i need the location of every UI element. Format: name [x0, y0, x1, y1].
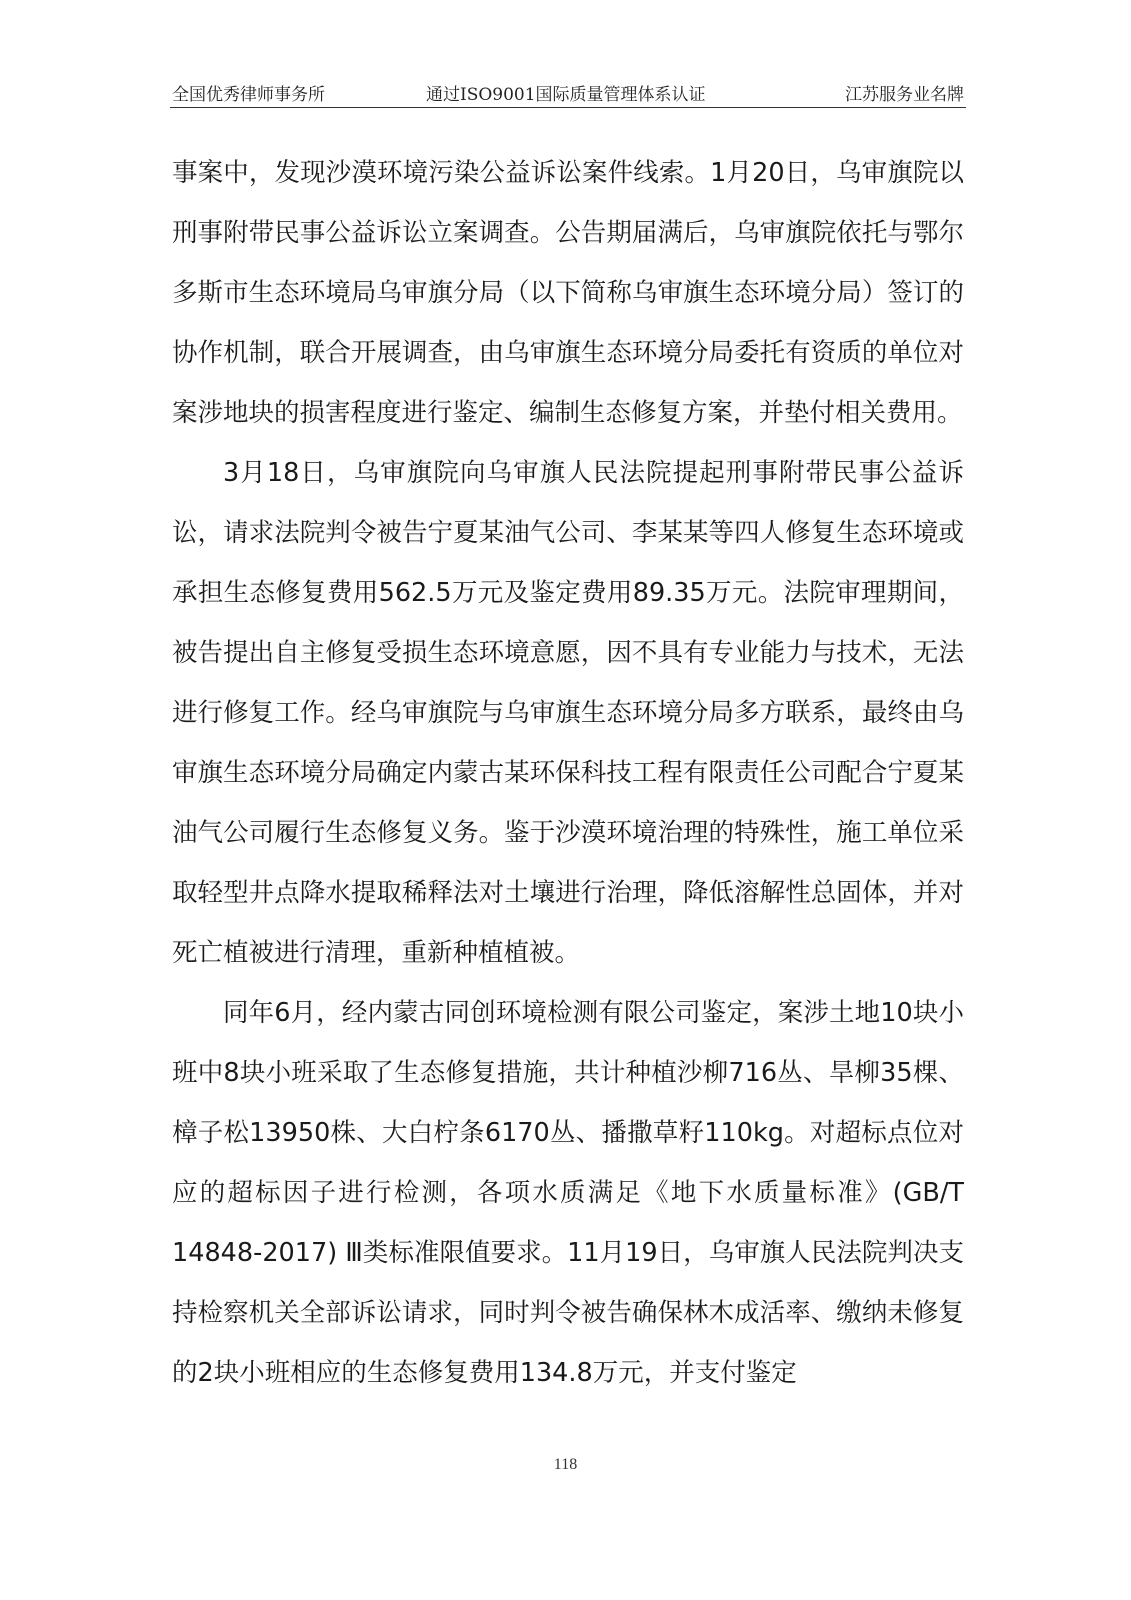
- header-divider: [170, 107, 966, 108]
- paragraph-restoration: 同年6月，经内蒙古同创环境检测有限公司鉴定，案涉土地10块小班中8块小班采取了生态修复措施，共计种植沙柳716丛、旱柳35棵、樟子松13950株、大白柠条6170丛、播撒草籽110kg。对超标点位对应的超标因子进行检测，各项水质满足《地下水质量标准》(GB/T 14848-2017) Ⅲ类标准限值要求。11月19日，乌审旗人民法院判决支持检察机关全部诉讼请求，同时判令被告确保林木成活率、缴纳未修复的2块小班相应的生态修复费用134.8万元，并支付鉴定: [172, 998, 964, 1388]
- header-brand: 江苏服务业名牌: [845, 85, 964, 105]
- header-firm-name: 全国优秀律师事务所: [172, 85, 325, 105]
- paragraph-lawsuit: 3月18日，乌审旗院向乌审旗人民法院提起刑事附带民事公益诉讼，请求法院判令被告宁夏某油气公司、李某某等四人修复生态环境或承担生态修复费用562.5万元及鉴定费用89.35万元。法院审理期间，被告提出自主修复受损生态环境意愿，因不具有专业能力与技术，无法进行修复工作。经乌审旗院与乌审旗生态环境分局多方联系，最终由乌审旗生态环境分局确定内蒙古某环保科技工程有限责任公司配合宁夏某油气公司履行生态修复义务。鉴于沙漠环境治理的特殊性，施工单位采取轻型井点降水提取稀释法对土壤进行治理，降低溶解性总固体，并对死亡植被进行清理，重新种植植被。: [172, 458, 964, 968]
- page-number: 118: [553, 1456, 578, 1473]
- page-header: [172, 78, 964, 106]
- paragraph-continuation: 事案中，发现沙漠环境污染公益诉讼案件线索。1月20日，乌审旗院以刑事附带民事公益诉讼立案调查。公告期届满后，乌审旗院依托与鄂尔多斯市生态环境局乌审旗分局（以下简称乌审旗生态环境分局）签订的协作机制，联合开展调查，由乌审旗生态环境分局委托有资质的单位对案涉地块的损害程度进行鉴定、编制生态修复方案，并垫付相关费用。: [172, 158, 964, 428]
- header-certification: 通过ISO9001国际质量管理体系认证: [426, 85, 706, 105]
- body-text: [172, 143, 964, 1403]
